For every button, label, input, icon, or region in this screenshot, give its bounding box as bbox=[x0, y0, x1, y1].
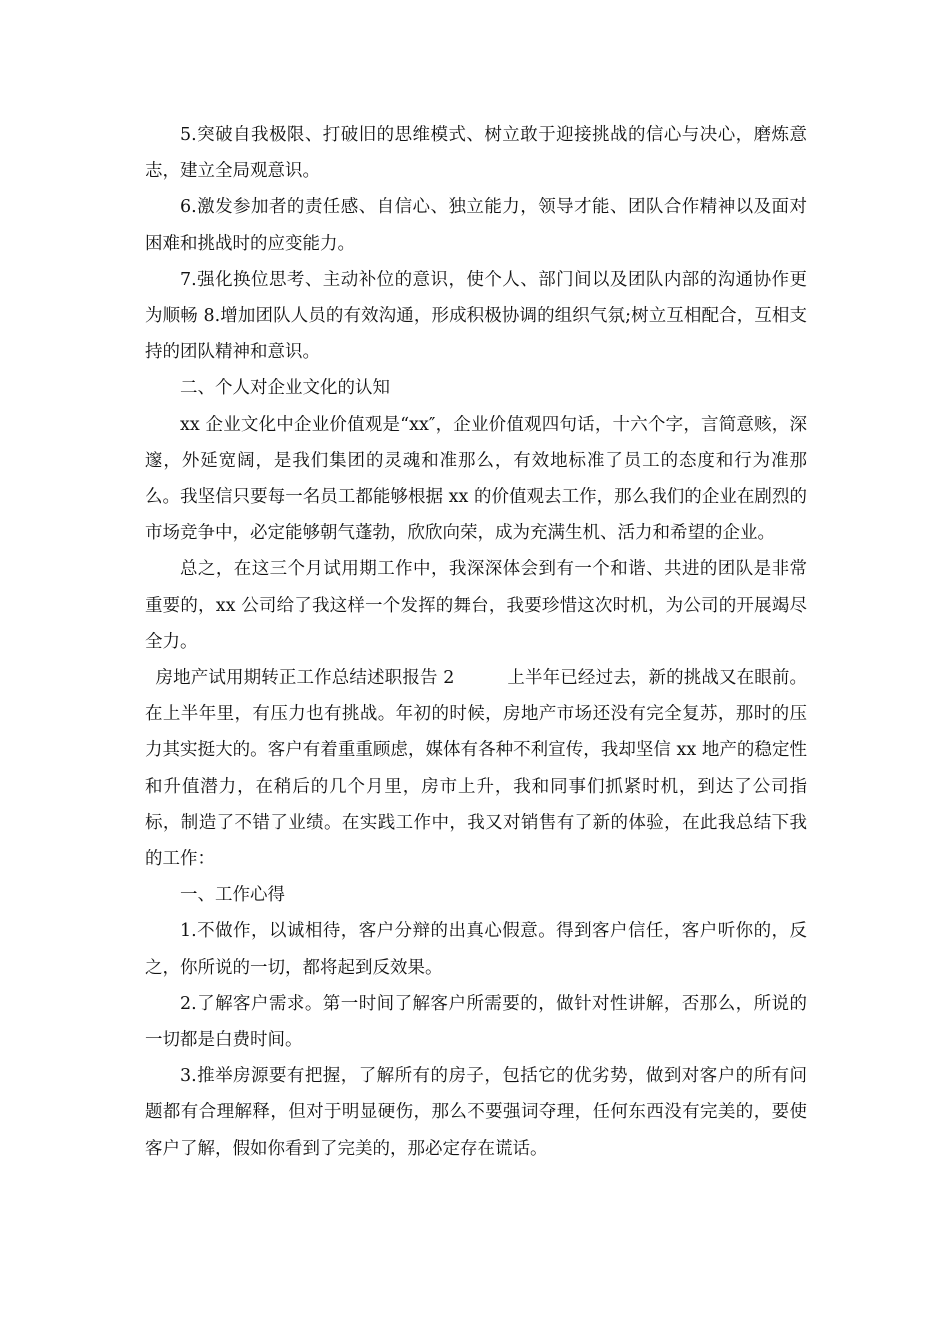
paragraph-item-2: 2.了解客户需求。第一时间了解客户所需要的，做针对性讲解，否那么，所说的一切都是白费时间。 bbox=[145, 993, 807, 1051]
report-2-intro: 房地产试用期转正工作总结述职报告 2 上半年已经过去，新的挑战又在眼前。在上半年里，有压力也有挑战。年初的时候，房地产市场还没有完全复苏，那时的压力其实挺大的。客户有着重重顾虑，媒体有各种不利宣传，我却坚信 xx 地产的稳定性和升值潜力，在稍后的几个月里，房市上升，我和同事们抓紧时机，到达了公司指标，制造了不错了业绩。在实践工作中，我又对销售有了新的体验，在此我总结下我的工作： bbox=[145, 668, 807, 870]
section-heading-work-experience: 一、工作心得 bbox=[180, 885, 285, 906]
paragraph-summary: 总之，在这三个月试用期工作中，我深深体会到有一个和谐、共进的团队是非常重要的，xx 公司给了我这样一个发挥的舞台，我要珍惜这次时机，为公司的开展竭尽全力。 bbox=[145, 559, 807, 652]
paragraph-item-5: 5.突破自我极限、打破旧的思维模式、树立敢于迎接挑战的信心与决心，磨炼意志，建立全局观意识。 bbox=[145, 125, 807, 182]
paragraph-item-3: 3.推举房源要有把握，了解所有的房子，包括它的优劣势，做到对客户的所有问题都有合理解释，但对于明显硬伤，那么不要强词夺理，任何东西没有完美的，要使客户了解，假如你看到了完美的，那必定存在谎话。 bbox=[145, 1066, 807, 1159]
paragraph-item-6: 6.激发参加者的责任感、自信心、独立能力，领导才能、团队合作精神以及面对困难和挑战时的应变能力。 bbox=[145, 197, 807, 254]
paragraph-item-7-8: 7.强化换位思考、主动补位的意识，使个人、部门间以及团队内部的沟通协作更为顺畅 8.增加团队人员的有效沟通，形成积极协调的组织气氛;树立互相配合，互相支持的团队精神和意识。 bbox=[145, 269, 807, 363]
paragraph-item-1: 1.不做作，以诚相待，客户分辩的出真心假意。得到客户信任，客户听你的，反之，你所说的一切，都将起到反效果。 bbox=[145, 921, 807, 978]
document-body bbox=[145, 117, 807, 1167]
section-heading-corporate-culture: 二、个人对企业文化的认知 bbox=[180, 378, 390, 399]
paragraph-values: xx 企业文化中企业价值观是“xx″，企业价值观四句话，十六个字，言简意赅，深邃，外延宽阔，是我们集团的灵魂和准那么，有效地标准了员工的态度和行为准那么。我坚信只要每一名员工都能够根据 xx 的价值观去工作，那么我们的企业在剧烈的市场竞争中，必定能够朝气蓬勃，欣欣向荣，成为充满生机、活力和希望的企业。 bbox=[145, 414, 807, 544]
